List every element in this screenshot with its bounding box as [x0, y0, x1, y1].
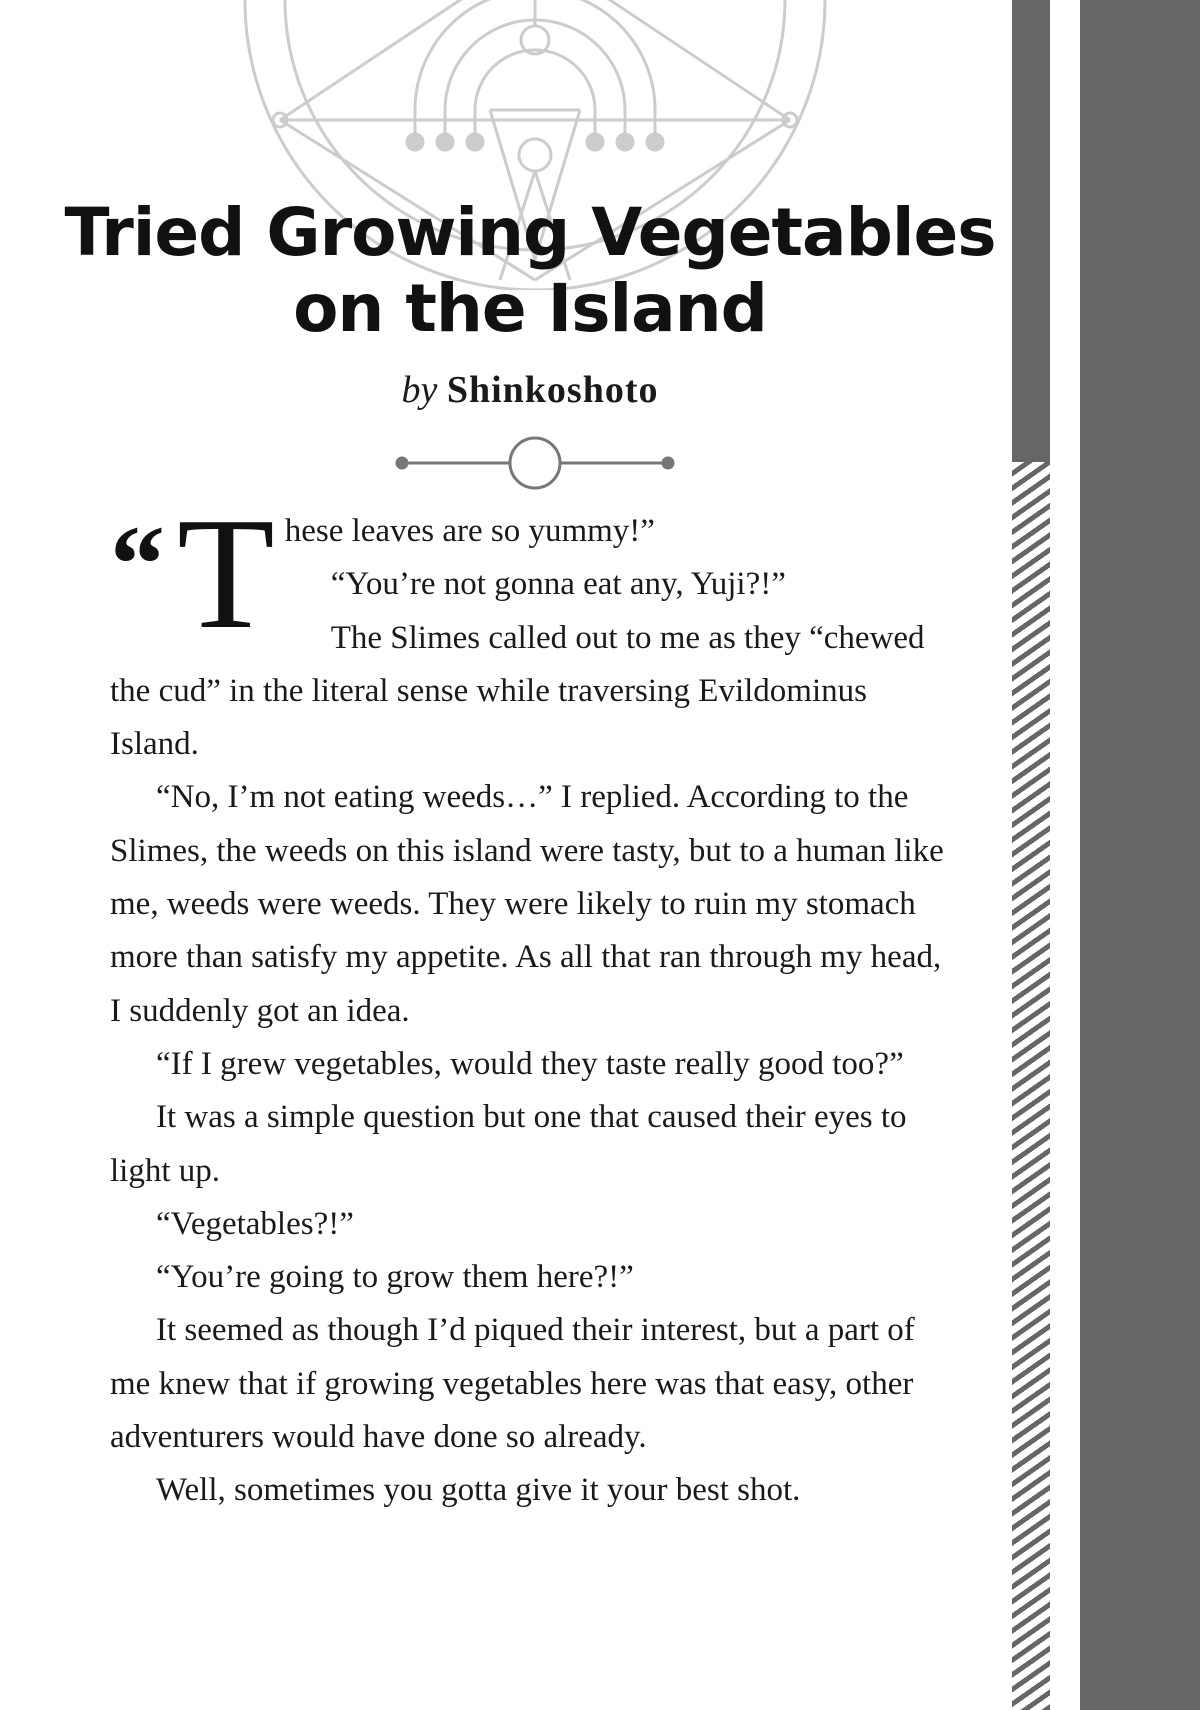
title-line-1: Tried Growing Vegetables — [64, 194, 996, 271]
paragraph: hese leaves are so yummy!” — [284, 513, 655, 549]
paragraph: It seemed as though I’d piqued their interest, but a part of me knew that if growing vegetables here was that easy, other adventurers would have done so already. — [110, 1312, 915, 1456]
drop-cap-letter: T — [177, 484, 275, 662]
side-band-right — [1080, 0, 1200, 1710]
paragraph: “You’re going to grow them here?!” — [156, 1259, 634, 1296]
drop-cap-quote: “ — [110, 503, 165, 625]
story-title — [60, 195, 1000, 347]
paragraph: “Vegetables?!” — [156, 1205, 354, 1242]
author-name: Shinkoshoto — [446, 369, 659, 411]
story-body — [110, 484, 955, 1518]
paragraph: “No, I’m not eating weeds…” I replied. According to the Slimes, the weeds on this island were tasty, but to a human like me, weeds were weeds. They were likely to ruin my stomach more than satisfy my appetite. As all that ran through my head, I suddenly got an idea. — [110, 779, 944, 1029]
byline-by: by — [401, 369, 438, 411]
title-line-2: on the Island — [293, 270, 767, 347]
byline — [60, 365, 1000, 415]
paragraph: Well, sometimes you gotta give it your best shot. — [156, 1472, 801, 1509]
paragraph: “If I grew vegetables, would they taste really good too?” — [156, 1045, 904, 1082]
paragraph: The Slimes called out to me as they “chewed the cud” in the literal sense while traversing Evildominus Island. — [110, 619, 925, 763]
paragraph: “You’re not gonna eat any, Yuji?!” — [330, 566, 786, 603]
paragraph: It was a simple question but one that caused their eyes to light up. — [110, 1099, 907, 1189]
side-band-stripes — [1012, 462, 1050, 1710]
side-band-solid — [1012, 0, 1050, 462]
drop-cap — [110, 484, 275, 662]
ornament-divider — [390, 435, 680, 491]
